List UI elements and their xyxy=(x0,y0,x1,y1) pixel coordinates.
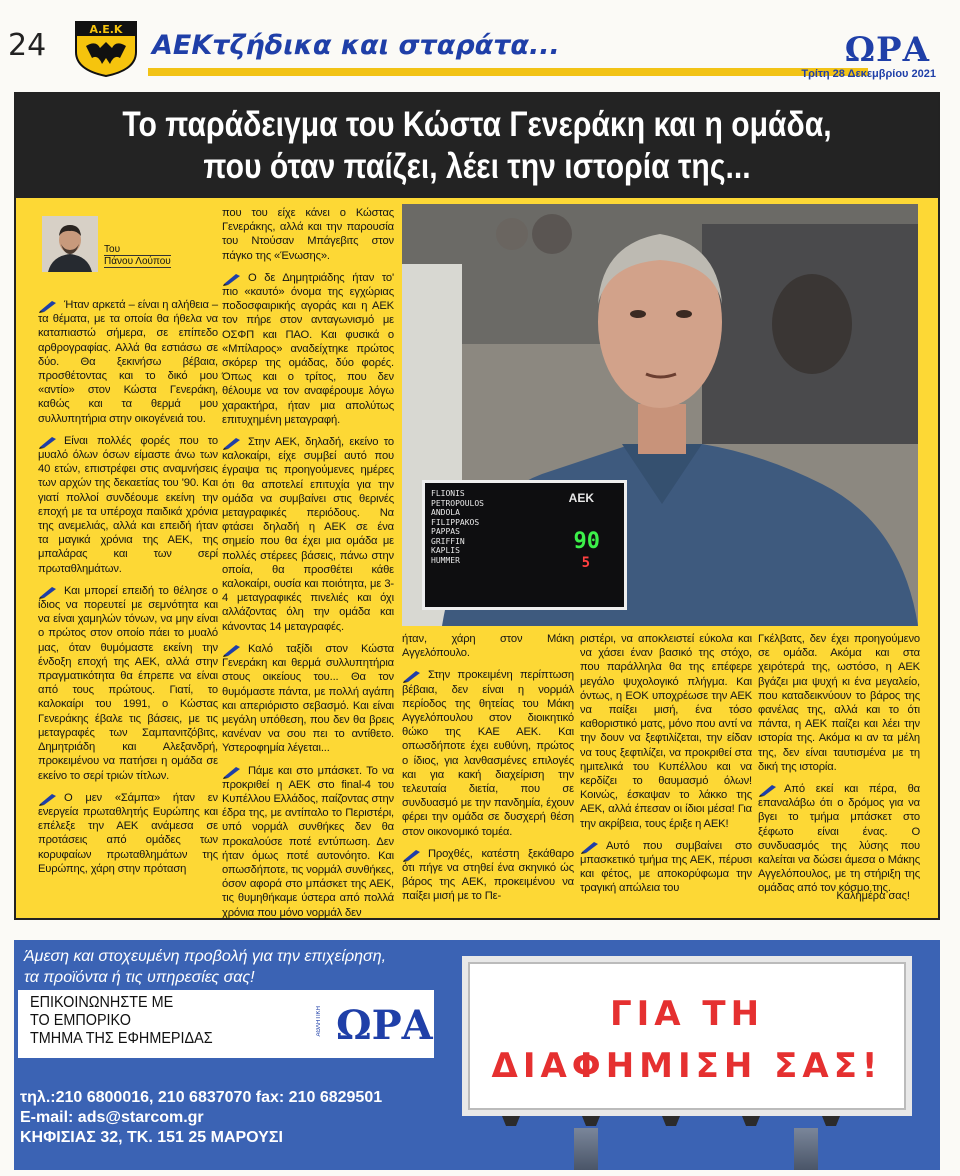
page-number: 24 xyxy=(8,28,47,63)
pen-icon xyxy=(222,643,244,657)
article-column-5 xyxy=(758,632,920,904)
paragraph: Από εκεί και πέρα, θα επαναλάβω ότι ο δρόμος για να βγει το τμήμα μπάσκετ στο ξέφωτο είναι ένας. Ο συνδυασμός της λύσης που καλείται να δώσει άμεσα ο Μάκης Αγγελόπουλος, με τη στήριξη της ομάδας από τον κόσμο της. xyxy=(758,783,920,895)
scoreboard-names: FLIONIS PETROPOULOS ANDOLA FILIPPAKOS PAPPAS GRIFFIN KAPLIS HUMMER xyxy=(431,489,484,565)
aek-eagle-logo-icon xyxy=(70,18,142,78)
paragraph: ριστέρι, να αποκλειστεί εύκολα και να χάσει έναν βασικό της στόχο, που παράλληλα θα της επέφερε μεγάλο ψυχολογικό πλήγμα. Και όντως, η ΕΟΚ υποχρέωσε την ΑΕΚ να παίξει μισή, ένα τόσο καθοριστικό ματς, μόνο που αντί να την δουν να ξεφτιλίζεται, την είδαν να τους ξεφτιλίζει, να προκριθεί στα ημιτελικά του Κυπέλλου και να κερδίζει το θαυμασμό όλων! Κοινώς, έσκαψαν το λάκκο της ΑΕΚ, αλλά έπεσαν οι ίδιοι μέσα! Για την ακρίβεια, τους έριξε η ΑΕΚ! xyxy=(580,633,752,830)
paragraph: που του είχε κάνει ο Κώστας Γενεράκης, αλλά και την παρουσία του Ντούσαν Μπάγεβιτς στον πάγκο της «Ένωσης». xyxy=(222,207,394,262)
paragraph: ήταν, χάρη στον Μάκη Αγγελόπουλο. xyxy=(402,633,574,660)
paragraph: Ο δε Δημητριάδης ήταν το' πιο «καυτό» όνομα της εγχώριας ποδοσφαιρικής αγοράς και η ΑΕΚ τον πήρε στον ανταγωνισμό με ΟΣΦΠ και ΠΑΟ. Και φυσικά ο «Μπίλαρος» αναδείχτηκε πρώτος σκόρερ της ομάδας, δύο φορές. Όπως και ο τρίτος, που δεν θέλουμε να τον αναφέρουμε λόγω χαρακτήρα, ήταν μια απολύτως επιτυχημένη μεταγραφή. xyxy=(222,271,394,426)
pen-icon xyxy=(222,765,244,779)
advertisement xyxy=(14,940,940,1170)
pen-icon xyxy=(402,669,424,683)
pen-icon xyxy=(38,435,60,449)
article-column-1 xyxy=(38,298,218,884)
ad-tagline: Άμεση και στοχευμένη προβολή για την επιχείρηση, τα προϊόντα ή τις υπηρεσίες σας! xyxy=(24,948,387,986)
ad-logo-tag: ΑΘΛΗΤΙΚΗ xyxy=(316,1006,322,1037)
pen-icon xyxy=(38,299,60,313)
ad-email: E-mail: ads@starcom.gr xyxy=(20,1109,204,1126)
billboard-lights xyxy=(492,1116,892,1128)
byline xyxy=(104,244,171,268)
paragraph: Προχθές, κατέστη ξεκάθαρο ότι πήγε να στηθεί ένα σκηνικό ώς βάρος της ΑΕΚ, προκειμένου να παίξει μισή με το Πε- xyxy=(402,847,574,903)
billboard-post-left xyxy=(574,1128,598,1170)
ad-address: ΚΗΦΙΣΙΑΣ 32, ΤΚ. 151 25 ΜΑΡΟΥΣΙ xyxy=(20,1129,283,1146)
paragraph: Είναι πολλές φορές που το μυαλό όλων όσων είμαστε άνω των 40 ετών, επιστρέφει στις αναμνήσεις των αρχών της δεκαετίας του '90. Και γιατί πολλοί συνδέουμε εκείνη την εποχή με τα υπέροχα παιδικά χρόνια της ανεμελιάς, αλλά και επειδή ήταν τα μαγικά χρόνια της ΑΕΚ, της μπαλάρας και των σερί πρωταθλημάτων. xyxy=(38,434,218,575)
pen-icon xyxy=(758,783,780,797)
article-photo xyxy=(402,204,918,626)
paragraph: Στην προκειμένη περίπτωση βέβαια, δεν είναι η νορμάλ περίοδος της θητείας του Μάκη Αγγελόπουλου στον διοικητικό θώκο της ΚΑΕ ΑΕΚ. Και οπωσδήποτε έχει ευθύνη, πρώτος ο ίδιος, για λανθασμένες επιλογές και για κακή διαχείριση την τελευταία διετία, που σε συνδυασμό με την πανδημία, έχουν φέρει την ομάδα σε δυσχερή θέση στον οικονομικό τομέα. xyxy=(402,669,574,838)
ad-contact-box xyxy=(18,990,434,1058)
ad-contact-text: ΕΠΙΚΟΙΝΩΝΗΣΤΕ ΜΕ ΤΟ ΕΜΠΟΡΙΚΟ ΤΜΗΜΑ ΤΗΣ ΕΦΗΜΕΡΙΔΑΣ xyxy=(30,994,213,1047)
signoff: Καλημέρα σας! xyxy=(836,890,910,902)
headline-band xyxy=(16,94,938,198)
byline-prefix: Του xyxy=(104,244,171,256)
billboard xyxy=(462,956,912,1116)
scoreboard-team: ΑΕΚ xyxy=(568,491,594,505)
scoreboard-period: 5 xyxy=(581,555,590,571)
scoreboard xyxy=(422,480,627,610)
ad-phone: τηλ.:210 6800016, 210 6837070 fax: 210 6829501 xyxy=(20,1089,383,1106)
pen-icon xyxy=(38,792,60,806)
ad-logo: ΩΡΑ xyxy=(336,1002,433,1049)
article-column-3 xyxy=(402,632,574,912)
pen-icon xyxy=(402,848,424,862)
headline-line-2: που όταν παίζει, λέει την ιστορία της... xyxy=(203,147,751,186)
article-column-2 xyxy=(222,206,394,928)
headline xyxy=(81,104,874,188)
article-column-4 xyxy=(580,632,752,904)
paragraph: Στην ΑΕΚ, δηλαδή, εκείνο το καλοκαίρι, είχε συμβεί αυτό που έγραψα τις προηγούμενες ημέρες ότι θα αποτελεί επιτυχία για την ομάδα να συμβαίνει στις θερινές μεταγραφικές περιόδους. Να φτάσει δηλαδή η ΑΕΚ σε ένα σημείο που θα έχει μια ομάδα με πολλές στέρεες βάσεις, πάνω στην οποία, θα προσθέτει κάθε καλοκαίρι, ουσία και ποιότητα, με 3-4 μεταγραφικές πινελιές και όχι αλλάζοντας όλη την ομάδα και κάνοντας 14 μεταγραφές. xyxy=(222,436,394,633)
publication-date: Τρίτη 28 Δεκεμβρίου 2021 xyxy=(801,68,936,80)
paragraph: Ήταν αρκετά – είναι η αλήθεια – τα θέματα, με τα οποία θα ήθελα να καταπιαστώ σήμερα, σε επίπεδο αρθρογραφίας. Αλλά θα εστιάσω σε δύο. Θα ξεκινήσω βέβαια, προσθέτοντας και το δικό μου «αντίο» στον Κώστα Γενεράκη, καθώς και τα θερμά μου συλλυπητήρια στην οικογένειά του. xyxy=(38,299,218,425)
ad-contact-details xyxy=(20,1088,382,1148)
pen-icon xyxy=(222,272,244,286)
masthead-logo: ΩΡΑ xyxy=(844,30,930,70)
headline-line-1: Το παράδειγμα του Κώστα Γενεράκη και η ομάδα, xyxy=(122,105,832,144)
pen-icon xyxy=(580,840,602,854)
article xyxy=(14,92,940,920)
scoreboard-score: 90 xyxy=(573,529,600,554)
pen-icon xyxy=(222,436,244,450)
paragraph: Αυτό που συμβαίνει στο μπασκετικό τμήμα της ΑΕΚ, πέρυσι και φέτος, με αποκορύφωμα την τραγική απώλεια του xyxy=(580,839,752,895)
paragraph: Καλό ταξίδι στον Κώστα Γενεράκη και θερμά συλλυπητήρια στους οικείους του... Θα τον θυμόμαστε πάντα, με πολλή αγάπη και απεριόριστο σεβασμό. Και είναι μεγάλη υπόθεση, που δεν θα βρεις κανέναν να σου πει το αντίθετο. Υστεροφημία λέγεται... xyxy=(222,642,394,755)
paragraph: Ο μεν «Σάμπα» ήταν εν ενεργεία πρωταθλητής Ευρώπης και επέλεξε την ΑΕΚ ανάμεσα σε προτάσεις από ομάδες των κορυφαίων πρωταθλημάτων της Ευρώπης, χάρη στην πρόταση xyxy=(38,791,218,875)
paragraph: Και μπορεί επειδή το θέλησε ο ίδιος να πορευτεί με σεμνότητα και να είναι χαμηλών τόνων, να μην είναι ο πρώτος στον οποίο πάει το μυαλό μας, όταν θυμόμαστε εκείνη την ένδοξη εποχή της ΑΕΚ, αλλά στην πραγματικότητα θα έπρεπε να είναι από τους πρώτους. Γιατί, το καλοκαίρι του 1991, ο Κώστας Γενεράκης έβαλε τις βάσεις, με τις μεταγραφές των Σαμπανιτζόβιτς, Δημητριάδη και Αλεξανδρή, προκειμένου να πατήσει η ομάδα σε εκείνο το σερί τριών τίτλων. xyxy=(38,584,218,782)
byline-author: Πάνου Λούπου xyxy=(104,256,171,267)
paragraph: Γκέλβατς, δεν έχει προηγούμενο σε ομάδα. Ακόμα και στα χειρότερά της, ωστόσο, η ΑΕΚ βγάζει μια ψυχή κι ένα μεγαλείο, που καταδεικνύουν το βάρος της φανέλας της, αλλά και το ότι πάντα, η ΑΕΚ παίζει και λέει την ιστορία της. Ακόμα κι αν τα μέλη της, δεν είναι ταυτισμένα με τη δική της ιστορία. xyxy=(758,633,920,773)
paragraph: Πάμε και στο μπάσκετ. Το να προκριθεί η ΑΕΚ στο final-4 του Κυπέλλου Ελλάδος, παίζοντας στην έδρα της, με αντίπαλο το Περιστέρι, υπό νορμάλ συνθήκες δεν θα προκαλούσε ποτέ εντύπωση. Δεν ήταν όμως ποτέ αυτονόητο. Και οπωσδήποτε, τις νορμάλ συνθήκες, όσον αφορά στο μπάσκετ της ΑΕΚ, τις θυμηθήκαμε ύστερα από πολλά χρόνια που μόνο νορμάλ δεν xyxy=(222,764,394,919)
section-title: ΑΕΚτζήδικα και σταράτα... xyxy=(152,30,560,61)
billboard-post-right xyxy=(794,1128,818,1170)
header-rule xyxy=(148,68,868,76)
author-photo xyxy=(42,216,98,272)
billboard-text: ΓΙΑ ΤΗ ΔΙΑΦΗΜΙΣΗ ΣΑΣ! xyxy=(491,994,883,1086)
logo-text: Α.Ε.Κ xyxy=(89,23,123,36)
pen-icon xyxy=(38,585,60,599)
